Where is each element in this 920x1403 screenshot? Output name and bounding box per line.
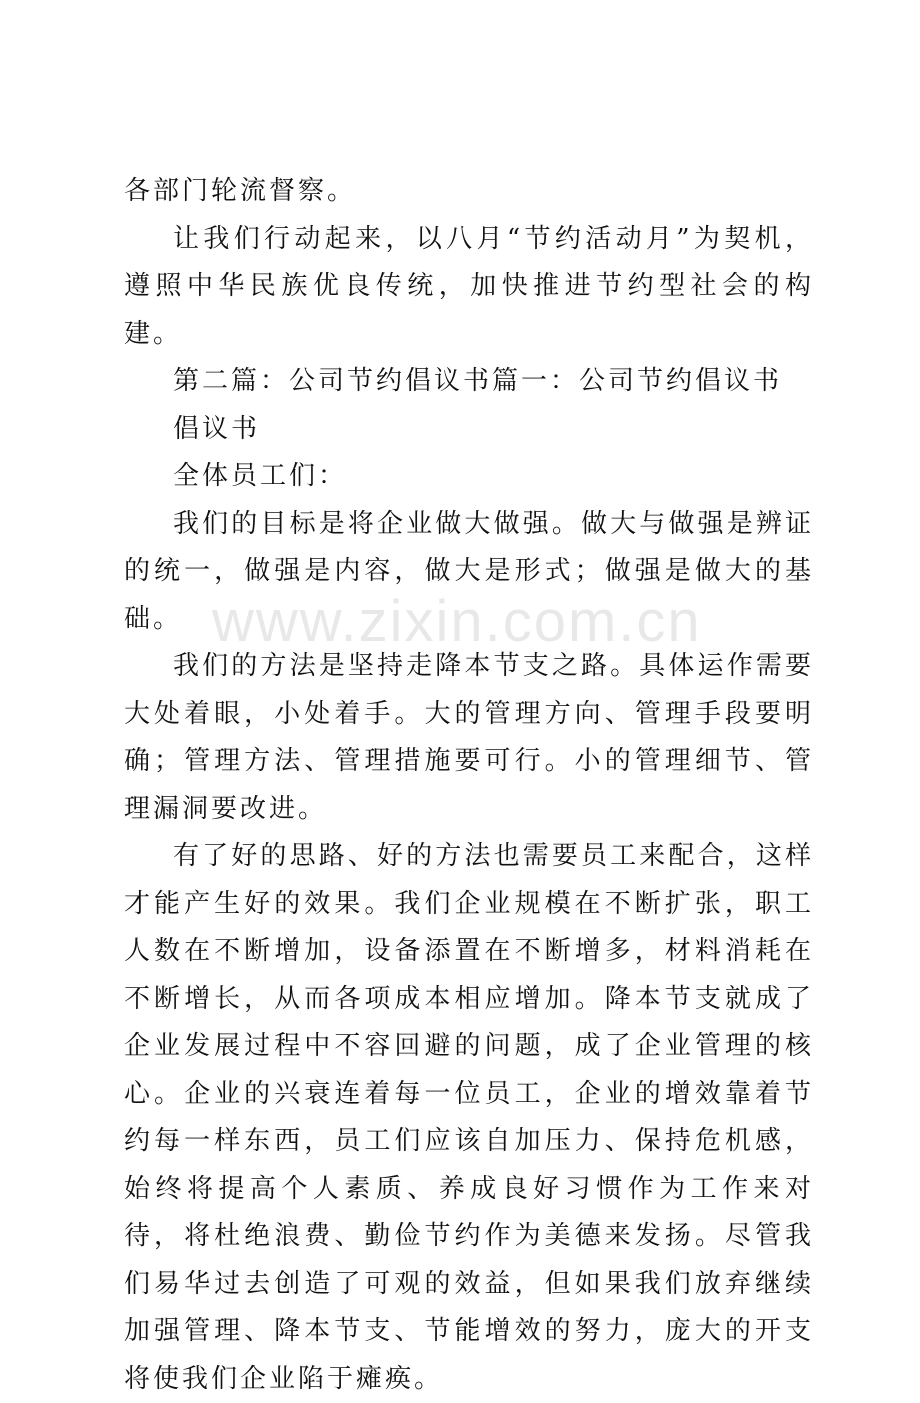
paragraph: 有了好的思路、好的方法也需要员工来配合，这样才能产生好的效果。我们企业规模在不断扩张，职工人数在不断增加，设备添置在不断增多，材料消耗在不断增长，从而各项成本相应增加。降本节支就成了企业发展过程中不容回避的问题，成了企业管理的核心。企业的兴衰连着每一位员工，企业的增效靠着节约每一样东西，员工们应该自加压力、保持危机感，始终将提高个人素质、养成良好习惯作为工作来对待，将杜绝浪费、勤俭节约作为美德来发扬。尽管我们易华过去创造了可观的效益，但如果我们放弃继续加强管理、降本节支、节能增效的努力，庞大的开支将使我们企业陷于瘫痪。 [124,841,814,1394]
section-heading: 第二篇：公司节约倡议书篇一：公司节约倡议书 [173,366,783,396]
paragraph: 让我们行动起来，以八月“节约活动月”为契机，遵照中华民族优良传统，加快推进节约型社会的构建。 [124,223,814,349]
salutation: 全体员工们： [173,461,348,491]
watermark: www.zixin.com.cn [212,589,702,654]
paragraph: 各部门轮流督察。 [124,176,357,206]
paragraph: 我们的方法是坚持走降本节支之路。具体运作需要大处着眼，小处着手。大的管理方向、管理手段要明确；管理方法、管理措施要可行。小的管理细节、管理漏洞要改进。 [124,651,814,824]
document-body [124,168,814,1403]
document-title: 倡议书 [173,413,261,444]
paragraph: 我们的目标是将企业做大做强。做大与做强是辨证的统一，做强是内容，做大是形式；做强是做大的基础。 [124,508,814,634]
